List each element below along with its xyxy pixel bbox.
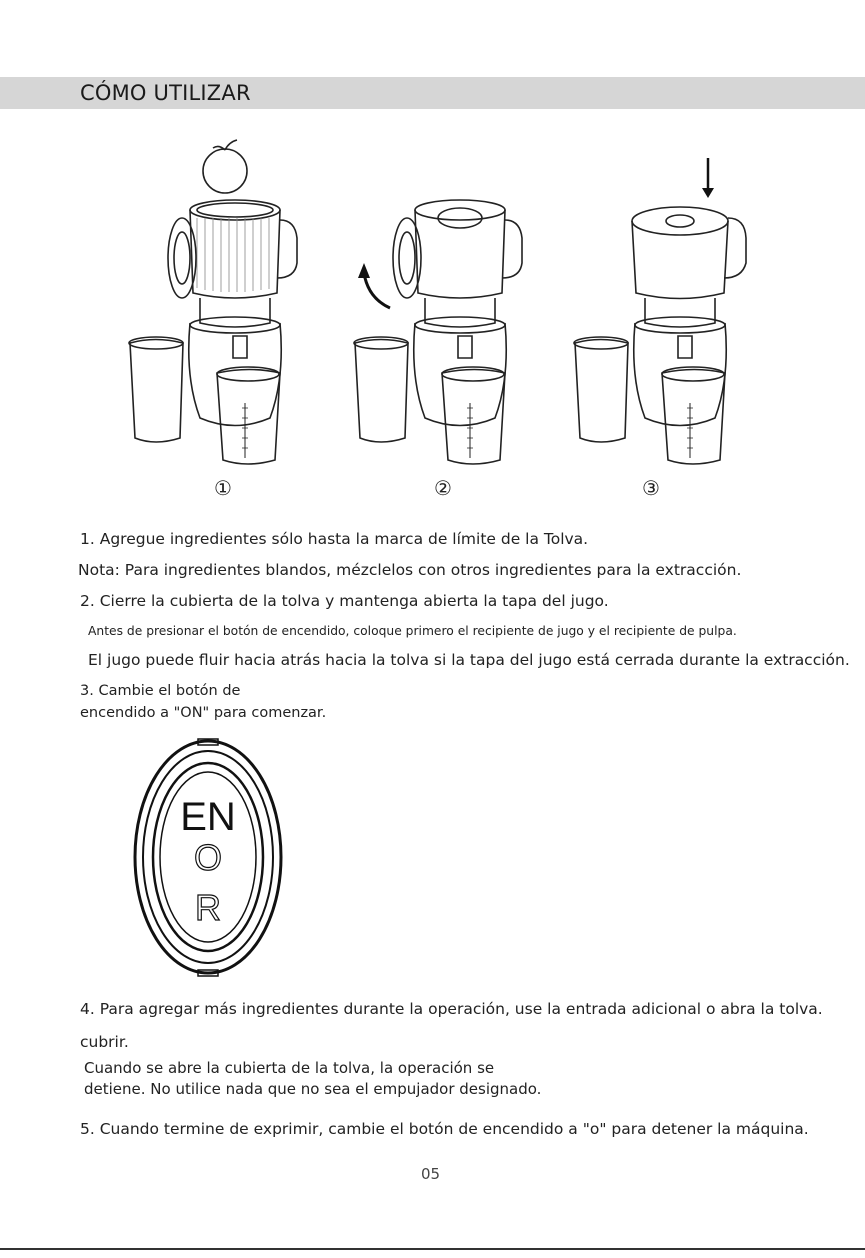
step-label-1: ① <box>214 476 232 500</box>
switch-middle-label: O <box>193 837 223 878</box>
juicer-illustration-step-2 <box>350 138 570 473</box>
step-label-2: ② <box>434 476 452 500</box>
instruction-step-4-line-2: cubrir. <box>80 1033 129 1051</box>
page-number: 05 <box>421 1165 441 1183</box>
instruction-step-1: 1. Agregue ingredientes sólo hasta la marca de límite de la Tolva. <box>80 530 589 548</box>
juicer-illustration-step-1 <box>125 138 345 473</box>
apple-icon <box>203 149 247 193</box>
instruction-step-5: 5. Cuando termine de exprimir, cambie el botón de encendido a "o" para detener la máquina. <box>80 1120 809 1138</box>
step-label-3: ③ <box>642 476 660 500</box>
instruction-step-4-line-1: 4. Para agregar más ingredientes durante la operación, use la entrada adicional o abra la tolva. <box>80 1000 823 1018</box>
instruction-step-3-line-1: 3. Cambie el botón de <box>80 683 241 699</box>
section-title: CÓMO UTILIZAR <box>80 81 251 105</box>
instruction-note: Nota: Para ingredientes blandos, mézclelos con otros ingredientes para la extracción. <box>78 561 742 579</box>
instruction-step-2-detail-2: El jugo puede fluir hacia atrás hacia la tolva si la tapa del jugo está cerrada durante la extracción. <box>88 651 850 669</box>
instruction-step-2: 2. Cierre la cubierta de la tolva y mantenga abierta la tapa del jugo. <box>80 592 609 610</box>
instruction-step-4-detail-1: Cuando se abre la cubierta de la tolva, la operación se <box>84 1059 495 1077</box>
juicer-illustration-step-3 <box>570 138 790 473</box>
switch-bottom-label: R <box>195 887 221 928</box>
instruction-step-4-detail-2: detiene. No utilice nada que no sea el empujador designado. <box>84 1080 542 1098</box>
instruction-step-3-line-2: encendido a "ON" para comenzar. <box>80 705 327 721</box>
power-switch-illustration <box>128 735 288 980</box>
switch-top-label: EN <box>180 795 236 839</box>
rotate-arrow-icon <box>364 273 390 308</box>
footer-divider <box>0 1248 865 1250</box>
instruction-step-2-detail-1: Antes de presionar el botón de encendido, coloque primero el recipiente de jugo y el recipiente de pulpa. <box>88 624 737 638</box>
